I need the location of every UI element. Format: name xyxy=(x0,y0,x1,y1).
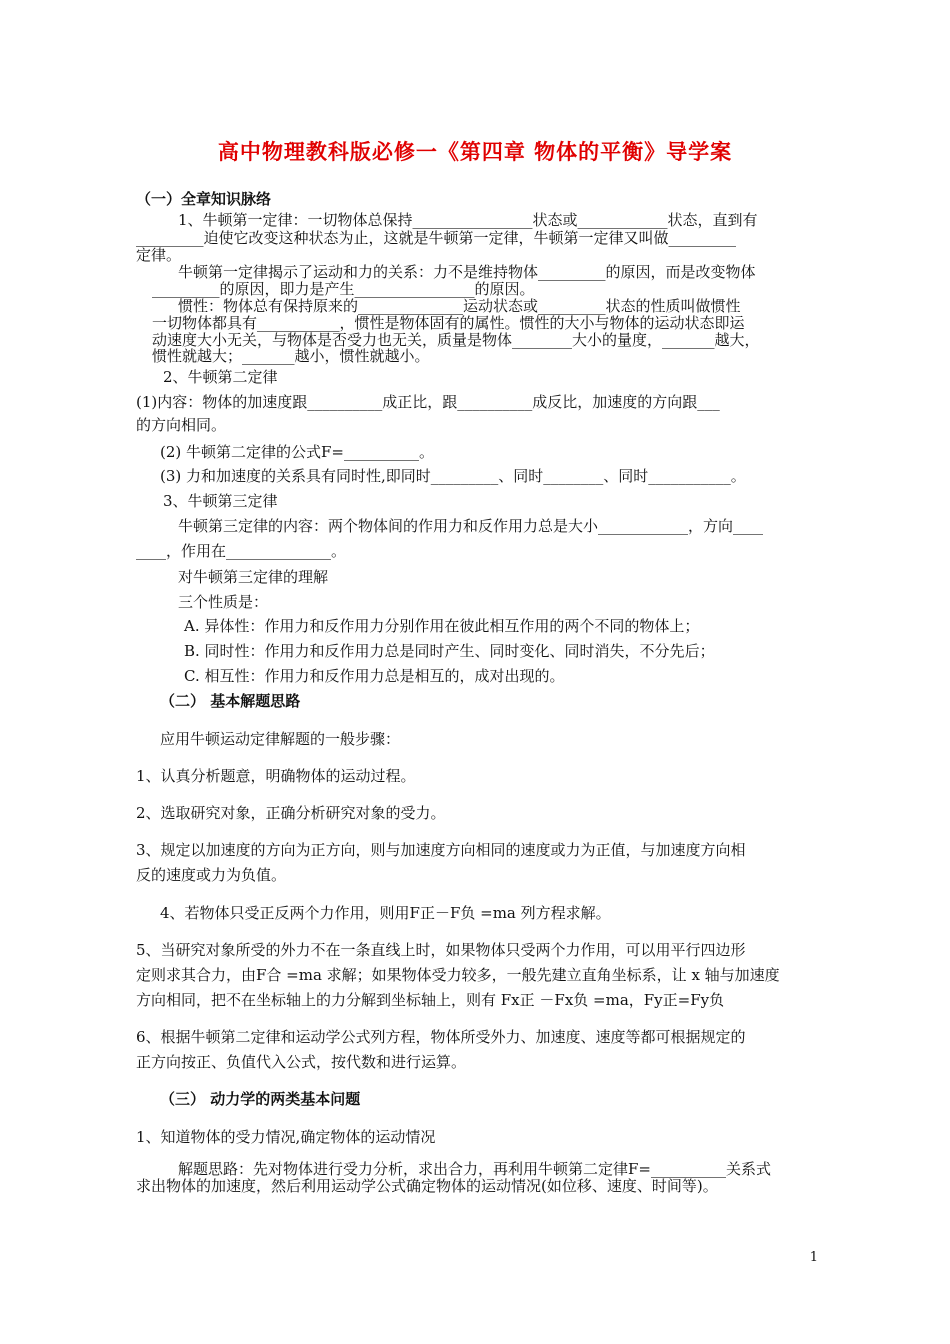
text-line: 惯性就越大；_______越小，惯性就越小。 xyxy=(152,347,430,365)
text-line: 6、根据牛顿第二定律和运动学公式列方程，物体所受外力、加速度、速度等都可根据规定的 xyxy=(136,1028,746,1046)
subsection-heading: 2、牛顿第二定律 xyxy=(163,368,278,386)
text-line: 牛顿第一定律揭示了运动和力的关系：力不是维持物体_________的原因，而是改变物体 xyxy=(178,263,756,281)
text-line: (1)内容：物体的加速度跟__________成正比，跟__________成反比，加速度的方向跟___ xyxy=(136,393,720,411)
text-line: 解题思路：先对物体进行受力分析，求出合力，再利用牛顿第二定律F=__________关系式 xyxy=(178,1160,771,1178)
text-line: ____，作用在______________。 xyxy=(136,542,347,560)
text-line: 动速度大小无关，与物体是否受力也无关，质量是物体________大小的量度，_______越大， xyxy=(152,331,760,349)
text-line: 5、当研究对象所受的外力不在一条直线上时，如果物体只受两个力作用，可以用平行四边形 xyxy=(136,941,746,959)
text-line: 求出物体的加速度，然后利用运动学公式确定物体的运动情况(如位移、速度、时间等)。 xyxy=(136,1177,718,1195)
section-heading-3: （三） 动力学的两类基本问题 xyxy=(160,1090,361,1108)
text-line: _________的原因，即力是产生________________的原因。 xyxy=(152,280,535,298)
text-line: 一切物体都具有___________，惯性是物体固有的属性。惯性的大小与物体的运动状态即运 xyxy=(152,314,745,332)
text-line: 2、选取研究对象，正确分析研究对象的受力。 xyxy=(136,804,446,822)
text-line: 的方向相同。 xyxy=(136,416,227,434)
section-heading-2: （二） 基本解题思路 xyxy=(160,692,301,710)
text-line: 1、牛顿第一定律：一切物体总保持________________状态或____________状态，直到有 xyxy=(178,211,758,229)
list-item: C. 相互性：作用力和反作用力总是相互的，成对出现的。 xyxy=(184,667,565,685)
list-item: A. 异体性：作用力和反作用力分别作用在彼此相互作用的两个不同的物体上； xyxy=(184,617,700,635)
text-line: 方向相同，把不在坐标轴上的力分解到坐标轴上，则有 Fx正 －Fx负 =ma，Fy正=Fy负 xyxy=(136,991,725,1009)
section-heading-1: （一）全章知识脉络 xyxy=(136,190,272,208)
subsection-heading: 3、牛顿第三定律 xyxy=(163,492,278,510)
text-line: 定律。 xyxy=(136,246,182,264)
page-number: 1 xyxy=(809,1250,818,1265)
text-line: 对牛顿第三定律的理解 xyxy=(178,568,329,586)
text-line: 应用牛顿运动定律解题的一般步骤： xyxy=(160,730,401,748)
text-line: 4、若物体只受正反两个力作用，则用F正－F负 =ma 列方程求解。 xyxy=(160,904,611,922)
text-line: 牛顿第三定律的内容：两个物体间的作用力和反作用力总是大小____________，方向____ xyxy=(178,517,764,535)
text-line: 1、认真分析题意，明确物体的运动过程。 xyxy=(136,767,416,785)
text-line: _________迫使它改变这种状态为止，这就是牛顿第一定律，牛顿第一定律又叫做_________ xyxy=(136,229,737,247)
text-line: 惯性：物体总有保持原来的______________运动状态或_________状态的性质叫做惯性 xyxy=(178,297,741,315)
text-line: (2) 牛顿第二定律的公式F=__________。 xyxy=(160,443,434,461)
text-line: 反的速度或力为负值。 xyxy=(136,866,287,884)
text-line: 1、知道物体的受力情况,确定物体的运动情况 xyxy=(136,1128,436,1146)
text-line: (3) 力和加速度的关系具有同时性,即同时_________、同时________、同时___________。 xyxy=(160,467,746,485)
text-line: 三个性质是： xyxy=(178,593,269,611)
document-title: 高中物理教科版必修一《第四章 物体的平衡》导学案 xyxy=(217,139,733,164)
text-line: 正方向按正、负值代入公式，按代数和进行运算。 xyxy=(136,1053,467,1071)
text-line: 3、规定以加速度的方向为正方向，则与加速度方向相同的速度或力为正值，与加速度方向相 xyxy=(136,841,746,859)
list-item: B. 同时性：作用力和反作用力总是同时产生、同时变化、同时消失，不分先后； xyxy=(184,642,715,660)
text-line: 定则求其合力，由F合 =ma 求解；如果物体受力较多，一般先建立直角坐标系，让 x 轴与加速度 xyxy=(136,966,780,984)
